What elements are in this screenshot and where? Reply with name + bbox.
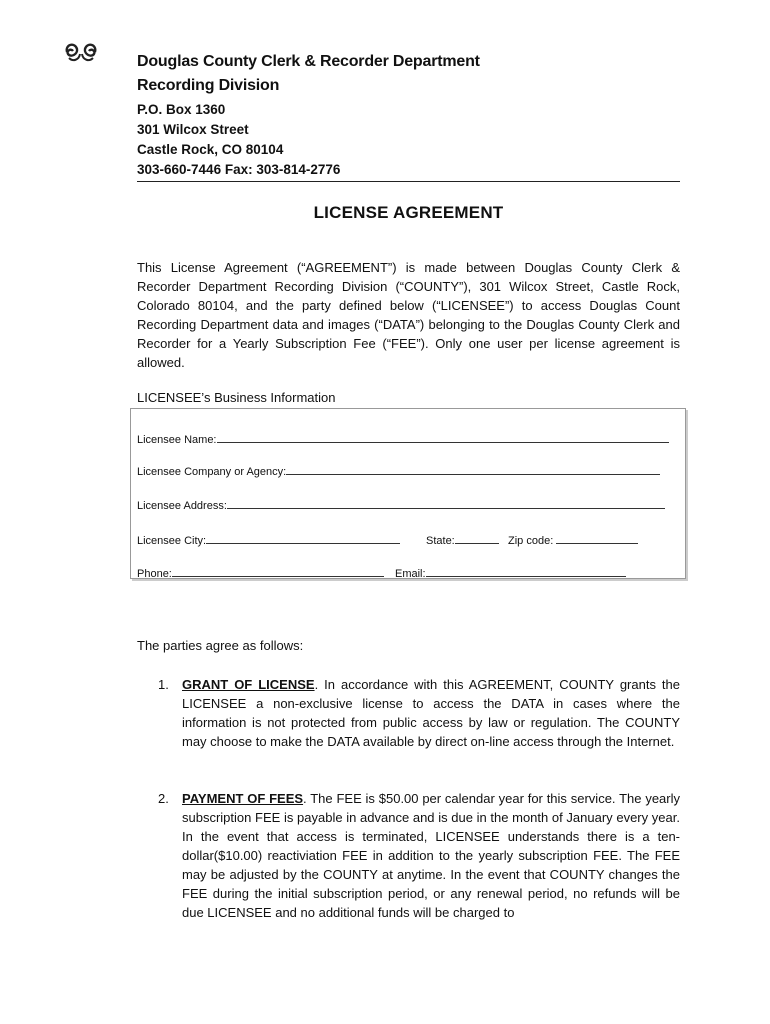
clause-number: 1. (158, 677, 169, 692)
phone-fax: 303-660-7446 Fax: 303-814-2776 (137, 162, 341, 177)
email-row (395, 565, 626, 580)
phone-label: Phone: (137, 568, 172, 580)
licensee-company-field[interactable] (286, 463, 660, 475)
city-state-zip: Castle Rock, CO 80104 (137, 142, 284, 157)
department-title: Douglas County Clerk & Recorder Department (137, 53, 480, 70)
clause-heading: GRANT OF LICENSE (182, 677, 315, 692)
licensee-name-label: Licensee Name: (137, 434, 217, 446)
licensee-city-field[interactable] (206, 532, 400, 544)
county-logo-icon (63, 40, 99, 64)
phone-field[interactable] (172, 565, 384, 577)
clause-heading: PAYMENT OF FEES (182, 791, 304, 806)
clause-number: 2. (158, 791, 169, 806)
intro-paragraph: This License Agreement (“AGREEMENT”) is made between Douglas County Clerk & Recorder Department Recording Division (“COUNTY”), 301 Wilcox Street, Castle Rock, Colorado 80104, and the party defined below (“LICENSEE”) to access Douglas Count Recording Department data and images (“DATA”) belonging to the Douglas County Clerk and Recorder for a Yearly Subscription Fee (“FEE”). Only one user per license agreement is allowed. (137, 260, 680, 370)
licensee-address-field[interactable] (227, 497, 665, 509)
licensee-company-label: Licensee Company or Agency: (137, 466, 287, 478)
licensee-city-label: Licensee City: (137, 535, 207, 547)
email-label: Email: (395, 568, 426, 580)
licensee-name-row (137, 431, 669, 446)
business-info-label: LICENSEE’s Business Information (137, 390, 336, 405)
parties-intro: The parties agree as follows: (137, 638, 304, 653)
po-box: P.O. Box 1360 (137, 102, 226, 117)
licensee-state-label: State: (426, 535, 455, 547)
licensee-city-row (137, 532, 400, 547)
business-info-box (130, 408, 686, 579)
licensee-state-field[interactable] (455, 532, 499, 544)
phone-row (137, 565, 384, 580)
licensee-state-row (426, 532, 499, 547)
email-field[interactable] (426, 565, 626, 577)
clause-payment-of-fees (158, 789, 680, 922)
clause-grant-of-license (158, 675, 680, 751)
licensee-zip-label: Zip code: (508, 535, 554, 547)
licensee-zip-row (508, 532, 638, 547)
document-title: LICENSE AGREEMENT (313, 203, 504, 222)
clause-text: . In accordance with this AGREEMENT, COUNTY grants the LICENSEE a non-exclusive license to access the DATA in cases where the information is not protected from public access by law or regulation. The COUNTY may choose to make the DATA available by direct on-line access through the Internet. (182, 677, 680, 749)
letterhead (137, 50, 680, 182)
licensee-zip-field[interactable] (556, 532, 638, 544)
street-address: 301 Wilcox Street (137, 122, 249, 137)
licensee-name-field[interactable] (217, 431, 669, 443)
licensee-address-row (137, 497, 665, 512)
header-divider (137, 181, 680, 182)
division-title: Recording Division (137, 77, 280, 94)
licensee-address-label: Licensee Address: (137, 500, 227, 512)
licensee-company-row (137, 463, 660, 478)
clause-text: . The FEE is $50.00 per calendar year for this service. The yearly subscription FEE is payable in advance and is due in the month of January every year. In the event that access is terminated, LICENSEE understands there is a ten-dollar($10.00) reactiviation FEE in addition to the yearly subscription FEE. The FEE may be adjusted by the COUNTY at anytime. In the event that COUNTY changes the FEE during the initial subscription period, or any renewal period, no refunds will be due LICENSEE and no additional funds will be charged to (182, 791, 681, 920)
